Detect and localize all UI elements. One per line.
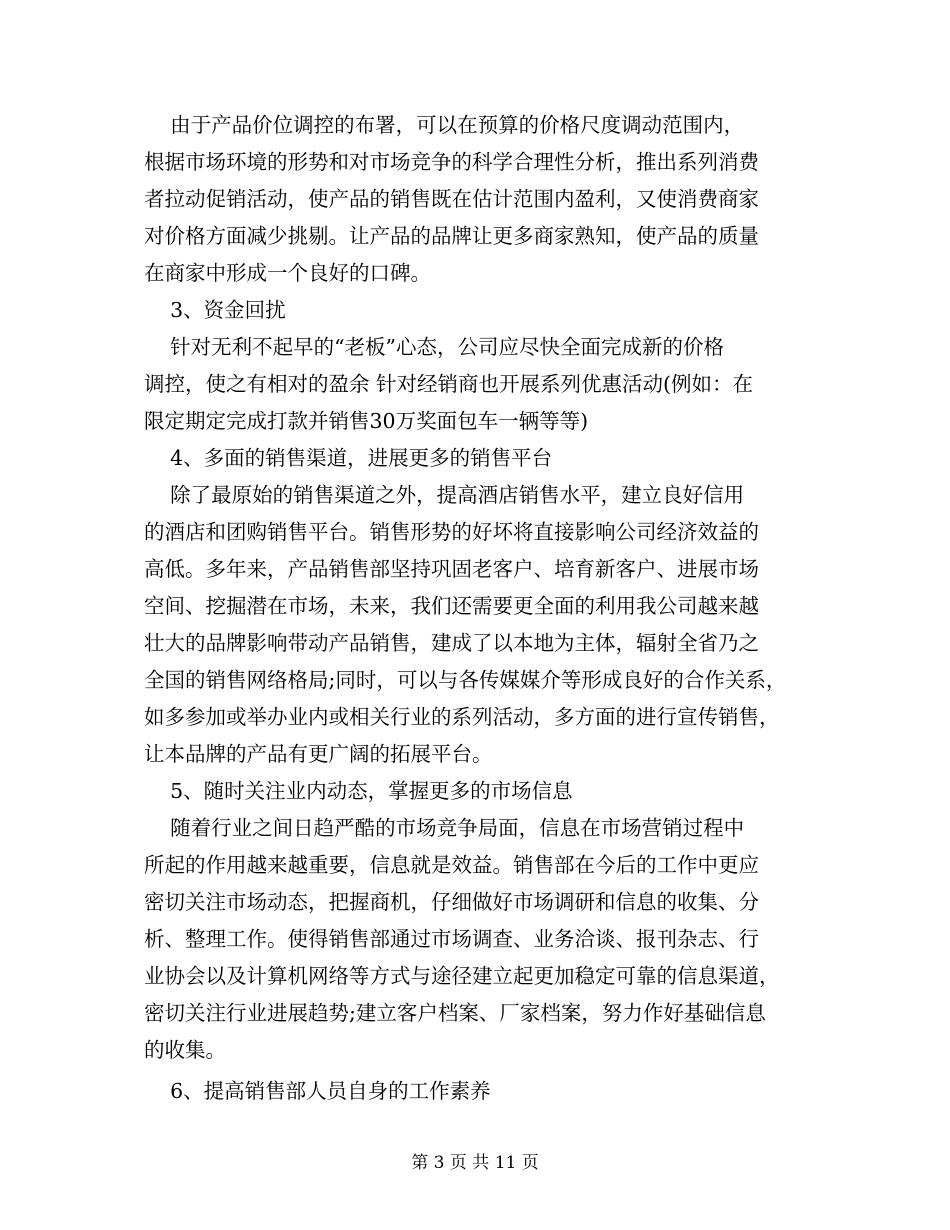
body-text — [144, 107, 824, 1110]
section-heading: 5、随时关注业内动态，掌握更多的市场信息 — [144, 779, 573, 803]
text-line: 限定期定完成打款并销售30万奖面包车一辆等等) — [144, 409, 589, 433]
text-line: 所起的作用越来越重要，信息就是效益。销售部在今后的工作中更应 — [144, 853, 759, 877]
section-heading: 6、提高销售部人员自身的工作素养 — [144, 1079, 491, 1103]
text-line: 对价格方面减少挑剔。让产品的品牌让更多商家熟知，使产品的质量 — [144, 224, 759, 248]
text-line: 者拉动促销活动，使产品的销售既在估计范围内盈利，又使消费商家 — [144, 187, 759, 211]
text-line: 业协会以及计算机网络等方式与途径建立起更加稳定可靠的信息渠道， — [144, 964, 780, 988]
text-line: 密切关注市场动态，把握商机，仔细做好市场调研和信息的收集、分 — [144, 890, 759, 914]
text-line: 让本品牌的产品有更广阔的拓展平台。 — [144, 742, 493, 766]
text-line: 全国的销售网络格局;同时，可以与各传媒媒介等形成良好的合作关系， — [144, 668, 787, 692]
text-line: 除了最原始的销售渠道之外，提高酒店销售水平，建立良好信用 — [144, 483, 745, 507]
text-line: 调控，使之有相对的盈余 针对经销商也开展系列优惠活动(例如：在 — [144, 372, 754, 396]
text-line: 析、整理工作。使得销售部通过市场调查、业务洽谈、报刊杂志、行 — [144, 927, 759, 951]
text-line: 高低。多年来，产品销售部坚持巩固老客户、培育新客户、进展市场 — [144, 557, 759, 581]
text-line: 密切关注行业进展趋势;建立客户档案、厂家档案，努力作好基础信息 — [144, 1001, 766, 1025]
text-line: 在商家中形成一个良好的口碑。 — [144, 261, 431, 285]
section-heading: 4、多面的销售渠道，进展更多的销售平台 — [144, 446, 553, 470]
text-line: 的酒店和团购销售平台。销售形势的好坏将直接影响公司经济效益的 — [144, 520, 759, 544]
text-line: 由于产品价位调控的布署，可以在预算的价格尺度调动范围内， — [144, 113, 745, 137]
page-number-footer: 第 3 页 共 11 页 — [411, 1153, 539, 1173]
text-line: 空间、挖掘潜在市场，未来，我们还需要更全面的利用我公司越来越 — [144, 594, 759, 618]
text-line: 根据市场环境的形势和对市场竞争的科学合理性分析，推出系列消费 — [144, 150, 759, 174]
section-heading: 3、资金回扰 — [144, 298, 286, 322]
text-line: 针对无利不起早的“老板”心态，公司应尽快全面完成新的价格 — [144, 335, 725, 359]
text-line: 如多参加或举办业内或相关行业的系列活动，多方面的进行宣传销售， — [144, 705, 780, 729]
text-line: 壮大的品牌影响带动产品销售，建成了以本地为主体，辐射全省乃之 — [144, 631, 759, 655]
text-line: 的收集。 — [144, 1038, 226, 1062]
text-line: 随着行业之间日趋严酷的市场竞争局面，信息在市场营销过程中 — [144, 816, 745, 840]
